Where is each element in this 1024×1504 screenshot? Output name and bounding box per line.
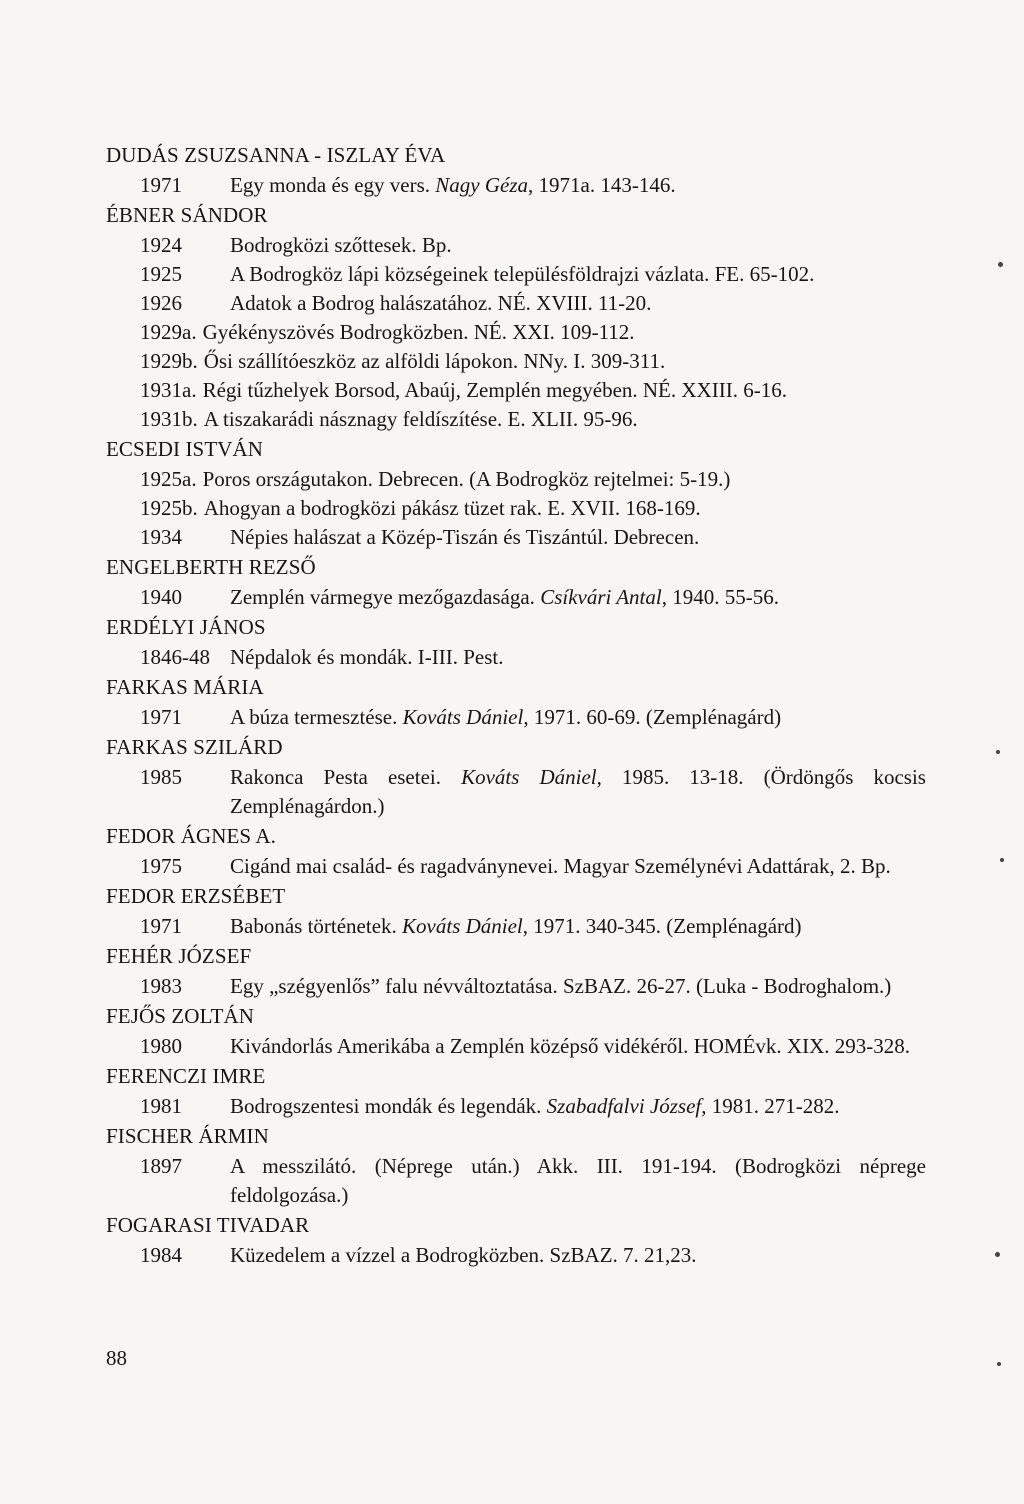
bibliography-list [106,140,926,1270]
entry-text [204,407,638,431]
entry-segment: Egy „szégyenlős” falu névváltoztatása. SzBAZ. 26-27. (Luka - Bodroghalom.) [230,974,892,998]
entry-segment: , 1971. 60-69. (Zemplénagárd) [523,705,782,729]
author-heading: DUDÁS ZSUZSANNA - ISZLAY ÉVA [106,143,446,167]
entry-segment: Kivándorlás Amerikába a Zemplén középső vidékéről. HOMÉvk. XIX. 293-328. [230,1034,910,1058]
entry-year: 1934 [140,525,182,549]
bibliography-entry [106,465,926,494]
entry-editor: Csíkvári Antal [540,585,662,609]
bibliography-entry [106,494,926,523]
author-heading: FEJŐS ZOLTÁN [106,1004,255,1028]
entry-editor: Kováts Dániel [402,914,523,938]
bibliography-entry [106,171,926,200]
entry-text [230,583,926,612]
entry-text [230,912,926,941]
bibliography-entry [106,376,926,405]
entry-year: 1983 [140,974,182,998]
entry-year: 1926 [140,291,182,315]
author-heading: FEDOR ÁGNES A. [106,824,277,848]
entry-editor: Kováts Dániel [402,705,524,729]
bibliography-entry [106,260,926,289]
entry-editor: Szabadfalvi József [546,1094,702,1118]
entry-year: 1929b. [140,349,198,373]
bibliography-entry [106,703,926,732]
page-number: 88 [106,1346,127,1370]
entry-segment: Cigánd mai család- és ragadványnevei. Magyar Személynévi Adattárak, 2. Bp. [230,854,891,878]
entry-year: 1929a. [140,320,197,344]
entry-year: 1931b. [140,407,198,431]
entry-segment: Poros országutakon. Debrecen. (A Bodrogköz rejtelmei: 5-19.) [202,467,731,491]
author-heading: FISCHER ÁRMIN [106,1124,269,1148]
entry-text [230,643,926,672]
entry-text [230,260,926,289]
entry-text [230,289,926,318]
scan-speck [1000,858,1004,862]
entry-year: 1985 [140,765,182,789]
entry-segment: A messzilátó. (Néprege után.) Akk. III. 191-194. (Bodrogközi néprege feldolgozása.) [230,1154,926,1207]
author-heading: FARKAS MÁRIA [106,675,264,699]
entry-text [230,703,926,732]
bibliography-entry [106,912,926,941]
scan-speck [995,1252,1000,1257]
entry-text [203,467,731,491]
entry-year: 1971 [140,173,182,197]
entry-segment: Egy monda és egy vers. [230,173,436,197]
entry-editor: Kováts Dániel [461,765,597,789]
entry-segment: , 1971a. 143-146. [528,173,676,197]
entry-segment: Gyékényszövés Bodrogközben. NÉ. XXI. 109-112. [202,320,635,344]
entry-year: 1925b. [140,496,198,520]
author-heading: FERENCZI IMRE [106,1064,266,1088]
entry-text [230,1152,926,1210]
entry-text [230,763,926,821]
entry-text [203,320,635,344]
bibliography-entry [106,231,926,260]
bibliography-entry [106,1032,926,1061]
entry-segment: A búza termesztése. [230,705,403,729]
bibliography-entry [106,347,926,376]
entry-segment: Babonás történetek. [230,914,403,938]
entry-year: 1981 [140,1094,182,1118]
bibliography-entry [106,318,926,347]
entry-text [230,231,926,260]
entry-year: 1984 [140,1243,182,1267]
entry-year: 1925 [140,262,182,286]
author-heading: FOGARASI TIVADAR [106,1213,310,1237]
bibliography-entry [106,523,926,552]
entry-text [204,496,701,520]
scan-speck [996,750,1000,754]
bibliography-entry [106,1152,926,1210]
author-heading: ENGELBERTH REZSŐ [106,555,316,579]
bibliography-entry [106,763,926,821]
entry-segment: , 1981. 271-282. [701,1094,840,1118]
author-heading: ÉBNER SÁNDOR [106,203,268,227]
entry-year: 1971 [140,914,182,938]
entry-segment: , 1971. 340-345. (Zemplénagárd) [522,914,802,938]
entry-segment: Rakonca Pesta esetei. [230,765,462,789]
entry-segment: Ahogyan a bodrogközi pákász tüzet rak. E. XVII. 168-169. [203,496,701,520]
bibliography-entry [106,643,926,672]
entry-text [230,171,926,200]
bibliography-entry [106,289,926,318]
entry-segment: Adatok a Bodrog halászatához. NÉ. XVIII. 11-20. [230,291,652,315]
entry-segment: , 1985. 13-18. (Ördöngős kocsis Zemplénagárdon.) [230,765,926,818]
entry-year: 1940 [140,585,182,609]
entry-segment: Régi tűzhelyek Borsod, Abaúj, Zemplén megyében. NÉ. XXIII. 6-16. [202,378,787,402]
entry-year: 1975 [140,854,182,878]
entry-segment: Ősi szállítóeszköz az alföldi lápokon. NNy. I. 309-311. [203,349,666,373]
author-heading: FEDOR ERZSÉBET [106,884,286,908]
entry-text [230,1032,926,1061]
entry-segment: Népdalok és mondák. I-III. Pest. [230,645,504,669]
entry-segment: A tiszakarádi násznagy feldíszítése. E. XLII. 95-96. [203,407,638,431]
entry-year: 1971 [140,705,182,729]
entry-year: 1931a. [140,378,197,402]
bibliography-entry [106,1241,926,1270]
entry-segment: Küzedelem a vízzel a Bodrogközben. SzBAZ. 7. 21,23. [230,1243,697,1267]
entry-text [204,349,666,373]
entry-text [230,972,926,1001]
bibliography-entry [106,583,926,612]
entry-text [203,378,787,402]
entry-segment: , 1940. 55-56. [661,585,779,609]
author-heading: ECSEDI ISTVÁN [106,437,264,461]
entry-year: 1897 [140,1154,182,1178]
entry-text [230,1092,926,1121]
author-heading: ERDÉLYI JÁNOS [106,615,266,639]
entry-segment: A Bodrogköz lápi községeinek településföldrajzi vázlata. FE. 65-102. [230,262,815,286]
entry-text [230,1241,926,1270]
entry-text [230,523,926,552]
entry-segment: Bodrogközi szőttesek. Bp. [230,233,452,257]
entry-segment: Zemplén vármegye mezőgazdasága. [230,585,541,609]
entry-year: 1924 [140,233,182,257]
scan-speck [997,1362,1001,1366]
entry-year: 1980 [140,1034,182,1058]
bibliography-page [106,140,926,1270]
scan-speck [998,262,1003,267]
entry-year: 1846-48 [140,645,210,669]
bibliography-entry [106,405,926,434]
bibliography-entry [106,972,926,1001]
entry-editor: Nagy Géza [435,173,529,197]
author-heading: FARKAS SZILÁRD [106,735,283,759]
entry-segment: Bodrogszentesi mondák és legendák. [230,1094,547,1118]
entry-segment: Népies halászat a Közép-Tiszán és Tiszántúl. Debrecen. [230,525,700,549]
entry-text [230,852,926,881]
author-heading: FEHÉR JÓZSEF [106,944,252,968]
entry-year: 1925a. [140,467,197,491]
bibliography-entry [106,852,926,881]
bibliography-entry [106,1092,926,1121]
